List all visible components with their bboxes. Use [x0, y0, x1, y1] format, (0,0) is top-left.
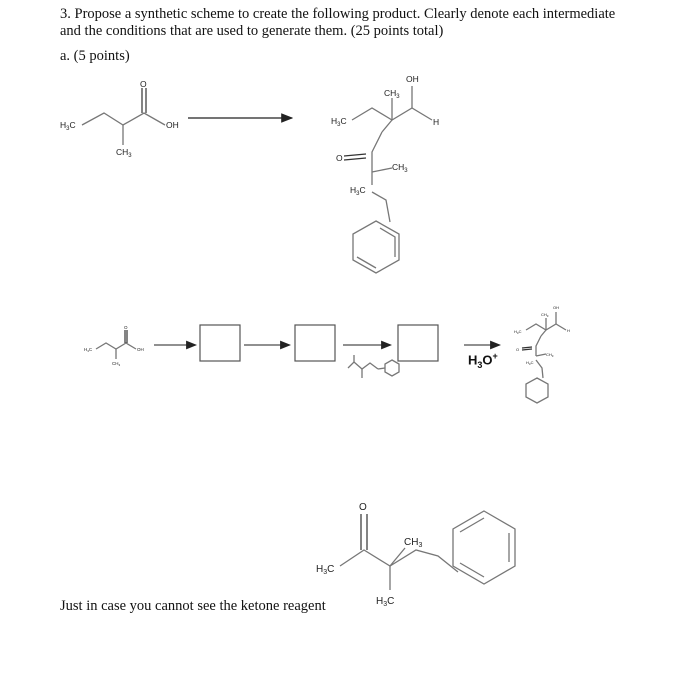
- methyl-label: $CH_3$: [384, 88, 400, 100]
- methyl-label: $CH_3$: [116, 147, 132, 159]
- methyl-label: $H_3C$: [350, 185, 366, 197]
- scheme-product: [514, 305, 570, 403]
- carbonyl-oxygen-label: O: [124, 325, 128, 330]
- hydrogen-label: H: [433, 117, 440, 127]
- scheme-starting-material: [84, 325, 144, 367]
- question-line-1: 3. Propose a synthetic scheme to create the following product. Clearly denote each intermediate: [60, 6, 616, 22]
- methyl-label: $CH_3$: [392, 162, 408, 174]
- reagent-mid: O: [482, 352, 493, 368]
- intermediate-box-1[interactable]: [200, 325, 240, 361]
- carbonyl-oxygen-label: O: [516, 347, 520, 352]
- reagent-base: H: [468, 352, 478, 368]
- methyl-label: $H_3C$: [60, 120, 76, 132]
- methyl-label: $H_3C$: [376, 596, 395, 608]
- carbonyl-oxygen-label: O: [140, 79, 147, 89]
- methyl-label: $CH_3$: [541, 312, 549, 318]
- ketone-reagent-note: Just in case you cannot see the ketone reagent: [60, 598, 326, 614]
- hydroxyl-label: OH: [553, 305, 559, 310]
- target-product-structure: [331, 74, 439, 273]
- reagent-subscript: 3: [477, 359, 483, 370]
- carbonyl-oxygen-label: O: [359, 502, 367, 513]
- methyl-label: $CH_3$: [404, 537, 423, 549]
- hydroxyl-label: OH: [137, 347, 144, 352]
- hydrogen-label: H: [567, 328, 570, 333]
- ketone-reagent-structure: [316, 502, 515, 608]
- intermediate-box-2[interactable]: [295, 325, 335, 361]
- ketone-reagent-sketch: [348, 355, 399, 378]
- acid-workup-reagent: [468, 351, 498, 370]
- hydroxyl-label: OH: [406, 74, 419, 84]
- hydroxyl-label: OH: [166, 120, 179, 130]
- reagent-superscript: +: [492, 351, 498, 361]
- methyl-label: $CH_3$: [546, 352, 554, 358]
- carbonyl-oxygen-label: O: [336, 153, 343, 163]
- methyl-label: $H_3C$: [316, 564, 335, 576]
- question-line-2: and the conditions that are used to generate them. (25 points total): [60, 23, 444, 39]
- methyl-label: $H_3C$: [526, 360, 534, 366]
- methyl-label: $CH_3$: [112, 361, 121, 367]
- intermediate-box-3[interactable]: [398, 325, 438, 361]
- question-part-label: a. (5 points): [60, 48, 130, 64]
- methyl-label: $H_3C$: [84, 347, 93, 353]
- starting-material-structure: [60, 79, 179, 159]
- methyl-label: $H_3C$: [514, 329, 522, 335]
- methyl-label: $H_3C$: [331, 116, 347, 128]
